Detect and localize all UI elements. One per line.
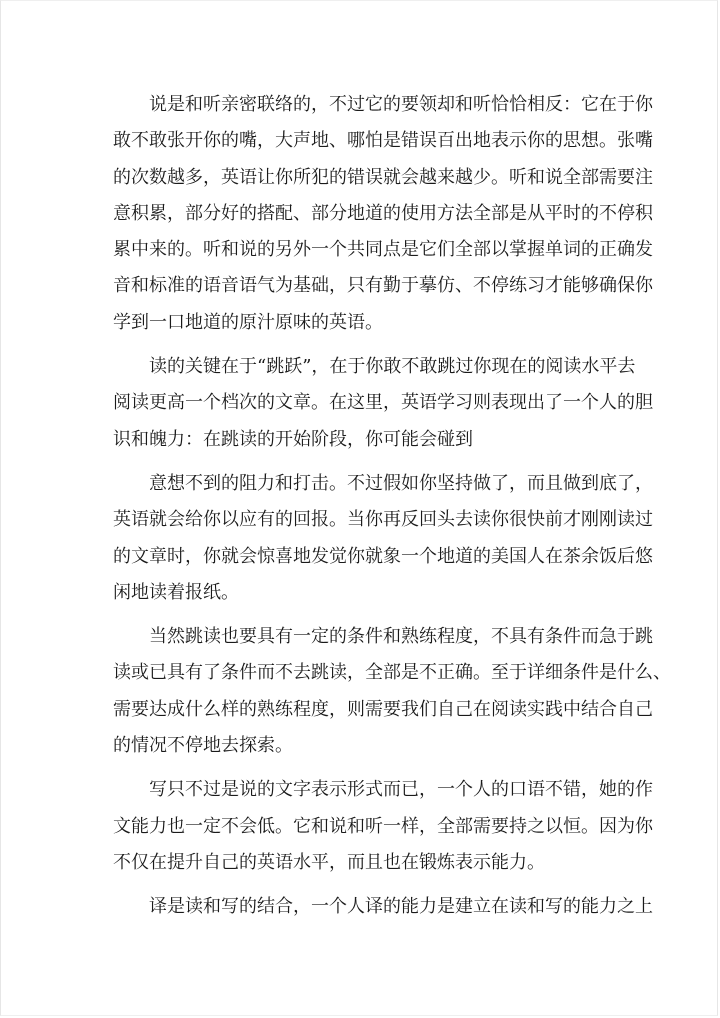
text-line: 音和标准的语音语气为基础，只有勤于摹仿、不停练习才能够确保你: [113, 275, 653, 297]
text-line: 不仅在提升自己的英语水平，而且也在锻炼表示能力。: [113, 851, 545, 873]
text-line: 说是和听亲密联络的，不过它的要领却和听恰恰相反：它在于你: [149, 94, 653, 115]
paragraph-writing: [113, 772, 653, 881]
paragraph-reading: [113, 349, 653, 458]
paragraph-translation: [113, 889, 653, 925]
text-line: 需要达成什么样的熟练程度，则需要我们自己在阅读实践中结合自己: [113, 698, 653, 720]
text-line: 的次数越多，英语让你所犯的错误就会越来越少。听和说全部需要注: [113, 166, 653, 188]
text-line: 阅读更高一个档次的文章。在这里，英语学习则表现出了一个人的胆: [113, 392, 653, 414]
text-line: 识和魄力：在跳读的开始阶段，你可能会碰到: [113, 428, 473, 450]
text-line: 的情况不停地去探索。: [113, 735, 293, 757]
text-line: 学到一口地道的原汁原味的英语。: [113, 311, 383, 333]
text-line: 英语就会给你以应有的回报。当你再反回头去读你很快前才刚刚读过: [113, 509, 653, 531]
paragraph-skim-reading: [113, 619, 671, 764]
text-line: 文能力也一定不会低。它和说和听一样，全部需要持之以恒。因为你: [113, 815, 653, 837]
document-body: [113, 87, 671, 926]
text-line: 读或已具有了条件而不去跳读，全部是不正确。至于详细条件是什么、: [113, 662, 671, 684]
paragraph-reading-continued: [113, 466, 653, 611]
text-line: 意积累，部分好的搭配、部分地道的使用方法全部是从平时的不停积: [113, 202, 653, 224]
text-line: 累中来的。听和说的另外一个共同点是它们全部以掌握单词的正确发: [113, 239, 653, 261]
paragraph-speaking: [113, 87, 653, 341]
text-line: 意想不到的阻力和打击。不过假如你坚持做了，而且做到底了，: [149, 472, 653, 494]
text-line: 敢不敢张开你的嘴，大声地、哪怕是错误百出地表示你的思想。张嘴: [113, 130, 653, 152]
text-line: 闲地读着报纸。: [113, 581, 239, 603]
text-line: 的文章时，你就会惊喜地发觉你就象一个地道的美国人在茶余饭后悠: [113, 545, 653, 567]
text-line: 译是读和写的结合，一个人译的能力是建立在读和写的能力之上: [149, 896, 653, 918]
text-line: 读的关键在于“跳跃”，在于你敢不敢跳过你现在的阅读水平去: [149, 356, 636, 378]
text-line: 当然跳读也要具有一定的条件和熟练程度，不具有条件而急于跳: [149, 626, 653, 648]
text-line: 写只不过是说的文字表示形式而已，一个人的口语不错，她的作: [149, 779, 653, 801]
